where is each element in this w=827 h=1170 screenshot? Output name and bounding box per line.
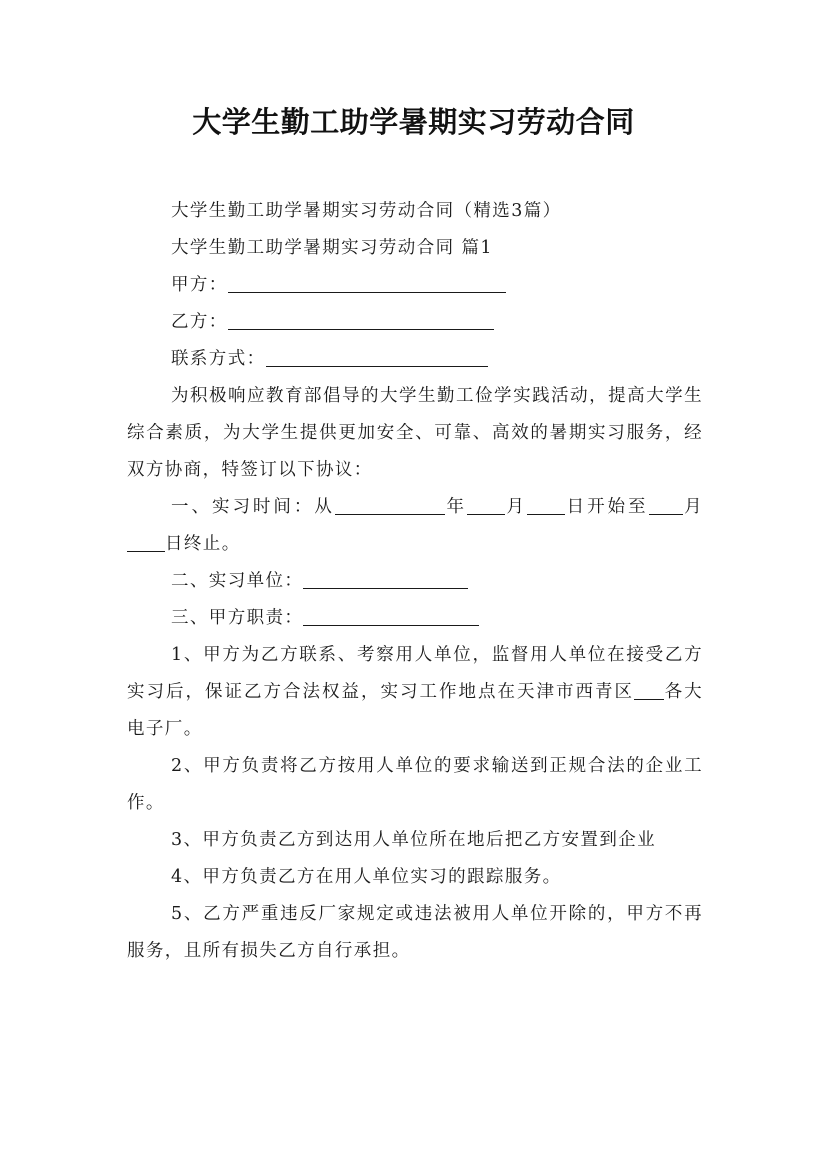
document-title: 大学生勤工助学暑期实习劳动合同 [192, 105, 635, 139]
intro-paragraph: 为积极响应教育部倡导的大学生勤工俭学实践活动，提高大学生综合素质，为大学生提供更加安全、可靠、高效的暑期实习服务，经双方协商，特签订以下协议： [127, 386, 703, 480]
clause-1-month: 月 [504, 497, 528, 517]
month-blank [467, 494, 505, 515]
clause-1-day-start: 日开始至 [565, 497, 649, 517]
section-heading: 大学生勤工助学暑期实习劳动合同 篇1 [171, 238, 493, 258]
item-1-paragraph [127, 637, 703, 748]
contact-blank [266, 346, 488, 367]
clause-3-label: 三、甲方职责： [171, 608, 304, 628]
item-2-paragraph: 2、甲方负责将乙方按用人单位的要求输送到正规合法的企业工作。 [127, 756, 703, 813]
clause-3-blank [303, 605, 479, 626]
clause-1-paragraph [127, 489, 703, 563]
item-1-blank [634, 679, 664, 700]
party-a-blank [228, 272, 506, 293]
month-end-blank [649, 494, 683, 515]
clause-2-label: 二、实习单位： [171, 571, 304, 591]
clause-1-prefix: 一、实习时间：从 [171, 497, 335, 517]
clause-1-year: 年 [444, 497, 467, 517]
clause-1-month-2: 月 [682, 497, 704, 517]
day-end-blank [127, 531, 165, 552]
item-4-paragraph: 4、甲方负责乙方在用人单位实习的跟踪服务。 [171, 867, 562, 887]
item-3-paragraph: 3、甲方负责乙方到达用人单位所在地后把乙方安置到企业 [171, 830, 657, 850]
contact-line [127, 341, 703, 378]
clause-2-line [127, 563, 703, 600]
item-1-text: 1、甲方为乙方联系、考察用人单位，监督用人单位在接受乙方实习后，保证乙方合法权益，实习工作地点在天津市西青区 [127, 645, 703, 702]
party-a-label: 甲方： [171, 275, 228, 295]
party-a-line [127, 267, 703, 304]
year-blank [335, 494, 445, 515]
clause-3-line [127, 600, 703, 637]
document-body [127, 193, 703, 970]
day-blank [527, 494, 565, 515]
item-5-paragraph: 5、乙方严重违反厂家规定或违法被用人单位开除的，甲方不再服务，且所有损失乙方自行承担。 [127, 904, 703, 961]
party-b-line [127, 304, 703, 341]
clause-1-day-end: 日终止。 [165, 534, 241, 554]
subtitle: 大学生勤工助学暑期实习劳动合同（精选3篇） [171, 201, 562, 221]
contact-label: 联系方式： [171, 349, 266, 369]
party-b-label: 乙方： [171, 312, 228, 332]
party-b-blank [228, 309, 494, 330]
item-1-text-end: 各大电子厂。 [127, 682, 703, 739]
clause-2-blank [303, 568, 468, 589]
